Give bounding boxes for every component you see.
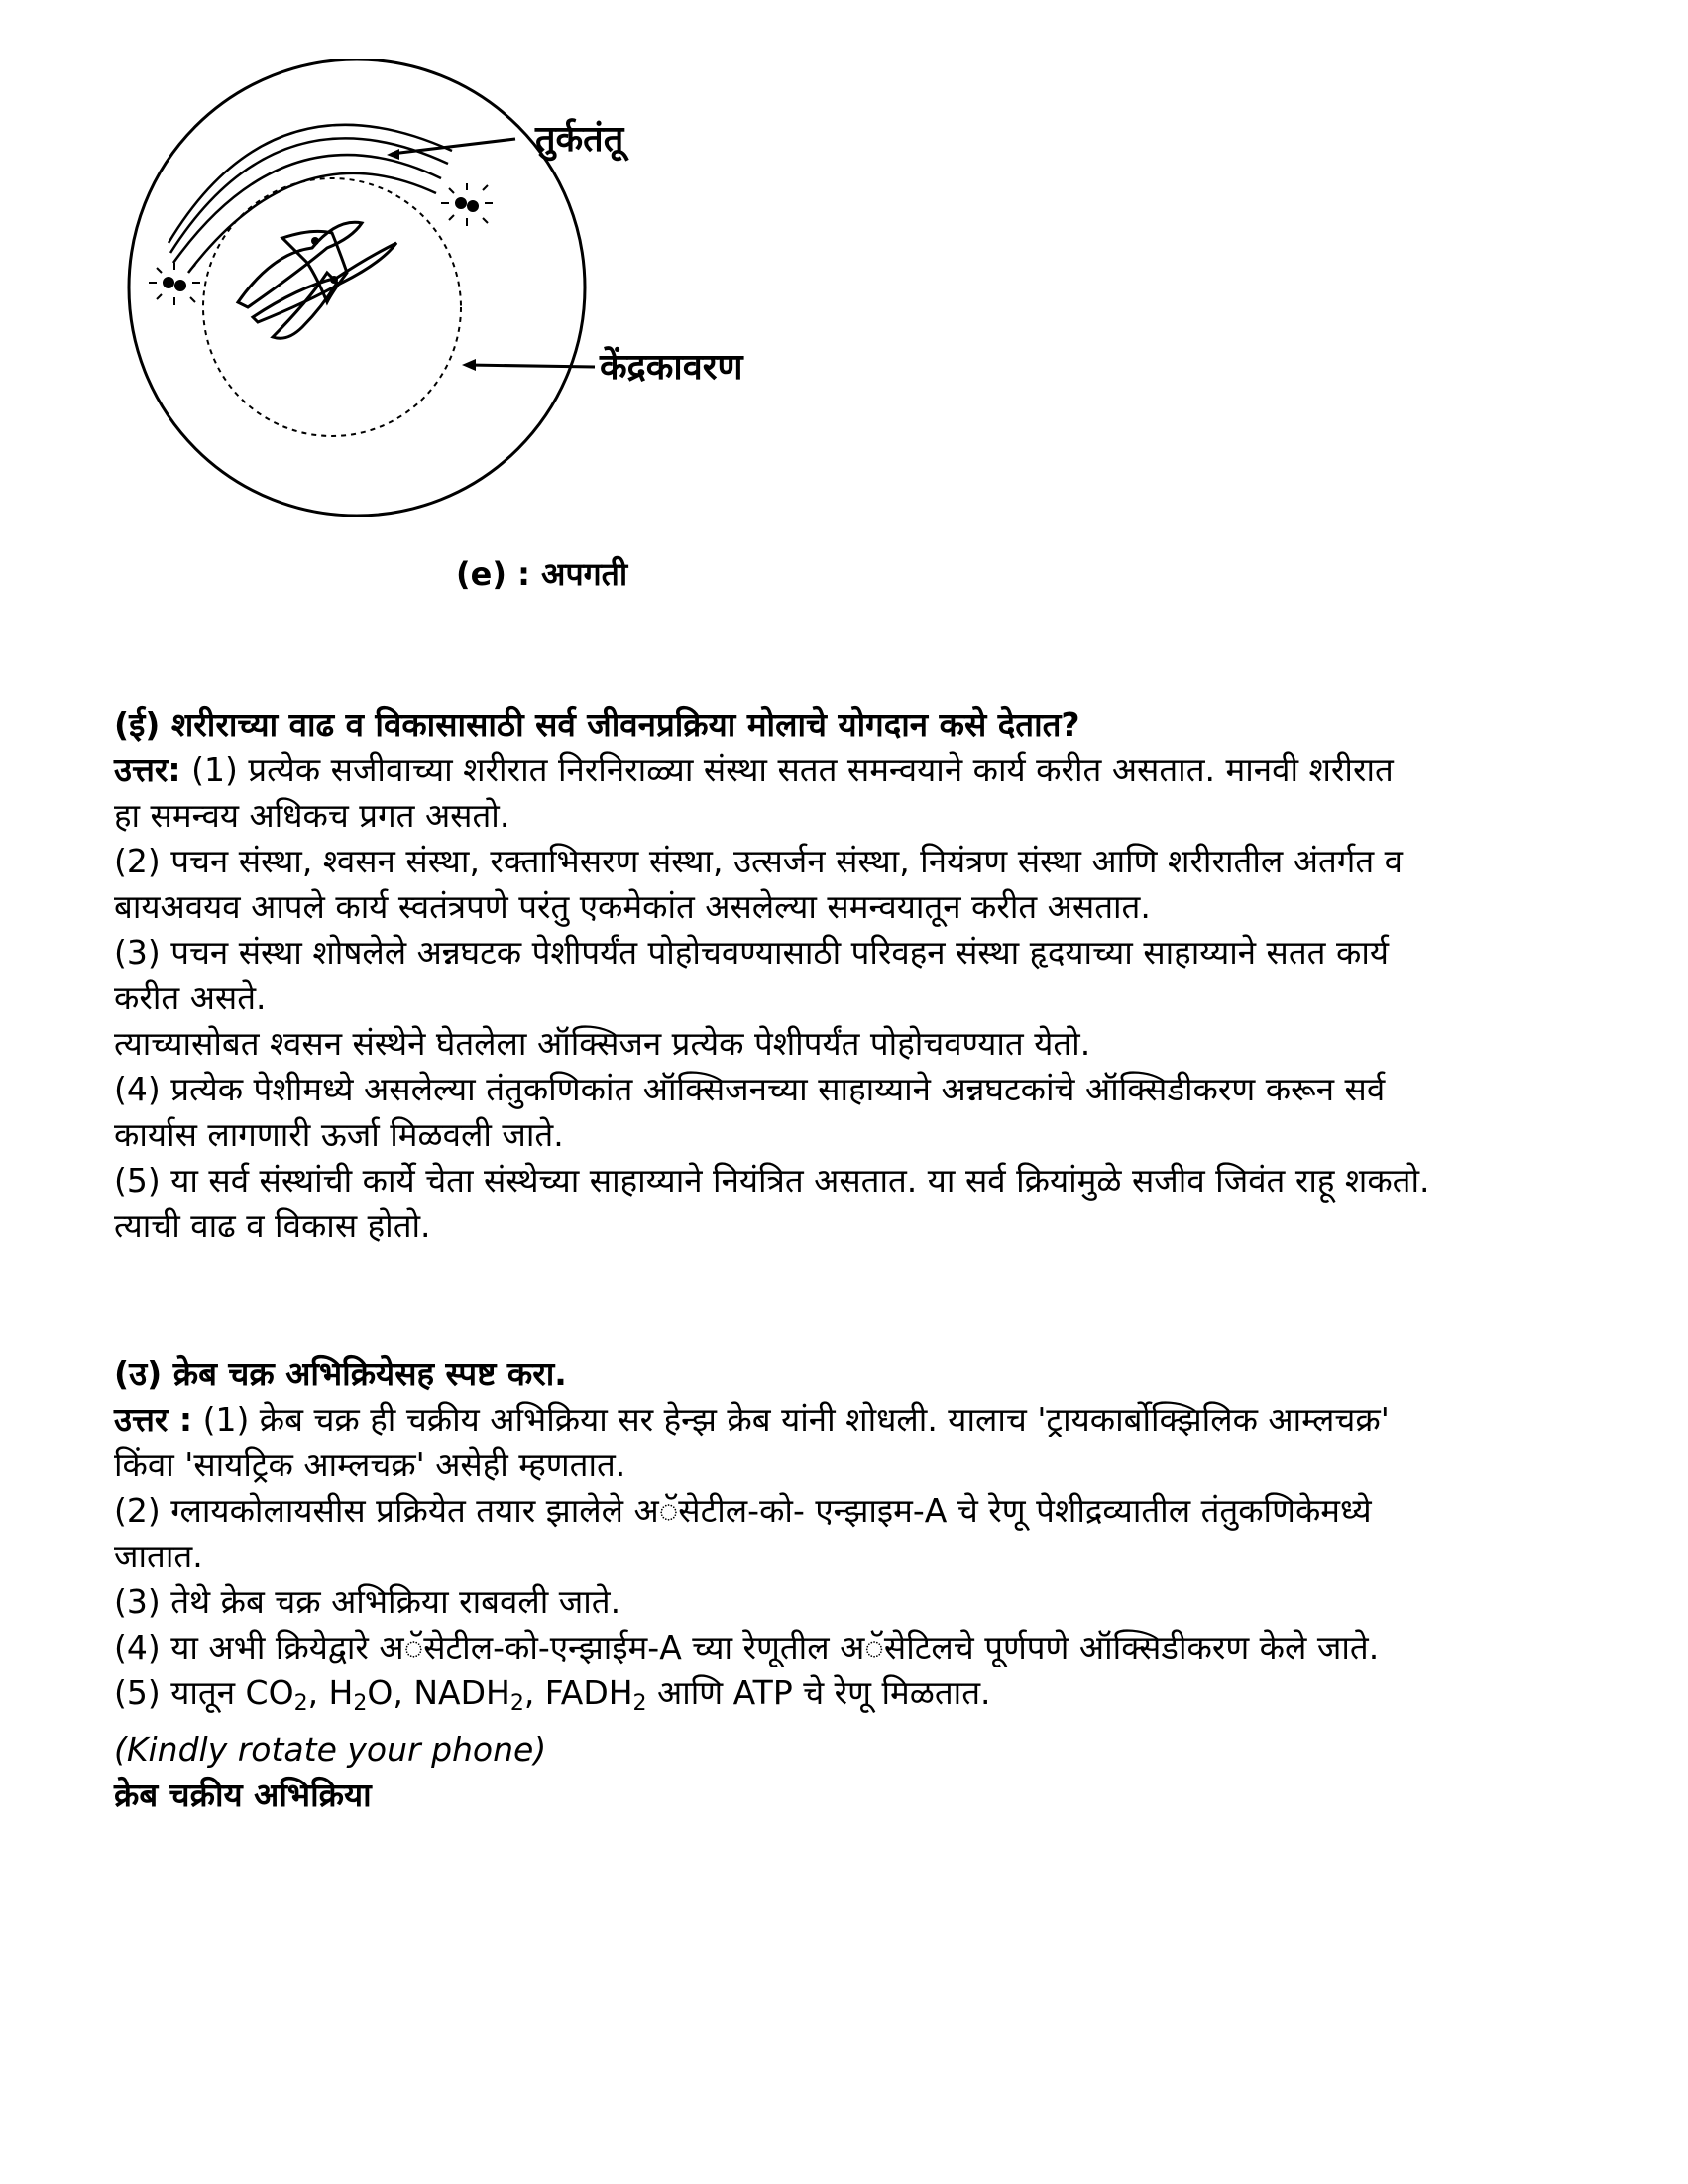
question-e-answer-line [114,747,1601,793]
answer-text: करीत असते. [114,978,267,1017]
answer-label: उत्तर : [114,1400,193,1438]
label-nuclear-membrane: केंद्रकावरण [600,347,743,388]
question-u-answer-line [114,1397,1601,1442]
nadh-subscript: 2 [509,1691,524,1716]
answer-text: (3) पचन संस्था शोषलेले अन्नघटक पेशीपर्यंत पोहोचवण्यासाठी परिवहन संस्था हृदयाच्या साहाय्याने सतत कार्य [114,933,1390,972]
answer-text: जातात. [114,1537,203,1575]
spindle-pointer [392,139,515,154]
products-text: , FADH [523,1673,633,1712]
rotate-note: (Kindly rotate your phone) [114,1730,547,1769]
answer-text: (2) ग्लायकोलायसीस प्रक्रियेत तयार झालेले अॅसेटील-को- एन्झाइम-A चे रेणू पेशीद्रव्यातील तंतुकणिकेमध्ये [114,1491,1372,1530]
products-text: O, NADH [367,1673,510,1712]
answer-text: (2) पचन संस्था, श्वसन संस्था, रक्ताभिसरण संस्था, उत्सर्जन संस्था, नियंत्रण संस्था आणि शरीरातील अंतर्गत व [114,842,1403,880]
products-text: , H [307,1673,354,1712]
co2-subscript: 2 [293,1691,308,1716]
question-e-section [114,702,1601,1249]
centriole-right [441,183,493,226]
cell-membrane [129,59,585,516]
spindle-fibres [169,125,452,273]
answer-text-products [114,1670,1601,1727]
answer-text: (1) क्रेब चक्र ही चक्रीय अभिक्रिया सर हेन्झ क्रेब यांनी शोधली. यालाच 'ट्रायकार्बोक्झिलिक आम्लचक्र' [192,1400,1390,1438]
nuclear-pointer [468,365,595,367]
fadh-subscript: 2 [632,1691,647,1716]
products-prefix: (5) यातून CO [114,1673,294,1712]
answer-text: किंवा 'सायट्रिक आम्लचक्र' असेही म्हणतात. [114,1445,626,1484]
answer-text: बायअवयव आपले कार्य स्वतंत्रपणे परंतु एकमेकांत असलेल्या समन्वयातून करीत असतात. [114,887,1151,926]
answer-text: (5) या सर्व संस्थांची कार्ये चेता संस्थेच्या साहाय्याने नियंत्रित असतात. या सर्व क्रियांमुळे सजीव जिवंत राहू शकतो. [114,1161,1430,1200]
answer-text: कार्यास लागणारी ऊर्जा मिळवली जाते. [114,1115,564,1154]
question-u-section [114,1351,1601,1818]
answer-label: उत्तर: [114,750,181,789]
question-u-heading: (उ) क्रेब चक्र अभिक्रियेसह स्पष्ट करा. [114,1354,567,1393]
answer-text: (4) प्रत्येक पेशीमध्ये असलेल्या तंतुकणिकांत ऑक्सिजनच्या साहाय्याने अन्नघटकांचे ऑक्सिडीकरण करून सर्व [114,1070,1386,1108]
prophase-diagram [99,59,852,615]
answer-text: त्याची वाढ व विकास होतो. [114,1207,431,1245]
krebs-cycle-subheading: क्रेब चक्रीय अभिक्रिया [114,1776,372,1814]
products-suffix: आणि ATP चे रेणू मिळतात. [646,1673,991,1712]
label-spindle: तुर्कतंतू [535,119,624,160]
answer-text: त्याच्यासोबत श्वसन संस्थेने घेतलेला ऑक्सिजन प्रत्येक पेशीपर्यंत पोहोचवण्यात येतो. [114,1024,1091,1063]
answer-text: (4) या अभी क्रियेद्वारे अॅसेटील-को-एन्झाईम-A च्या रेणूतील अॅसेटिलचे पूर्णपणे ऑक्सिडीकरण केले जाते. [114,1628,1380,1667]
answer-text: हा समन्वय अधिकच प्रगत असतो. [114,796,510,835]
question-e-heading: (ई) शरीराच्या वाढ व विकासासाठी सर्व जीवनप्रक्रिया मोलाचे योगदान कसे देतात? [114,705,1080,744]
answer-text: (3) तेथे क्रेब चक्र अभिक्रिया राबवली जाते. [114,1582,621,1621]
figure-caption: (e) : अपगती [456,555,628,593]
answer-text: (1) प्रत्येक सजीवाच्या शरीरात निरनिराळ्या संस्था सतत समन्वयाने कार्य करीत असतात. मानवी शरीरात [180,750,1394,789]
h2o-subscript: 2 [353,1691,368,1716]
